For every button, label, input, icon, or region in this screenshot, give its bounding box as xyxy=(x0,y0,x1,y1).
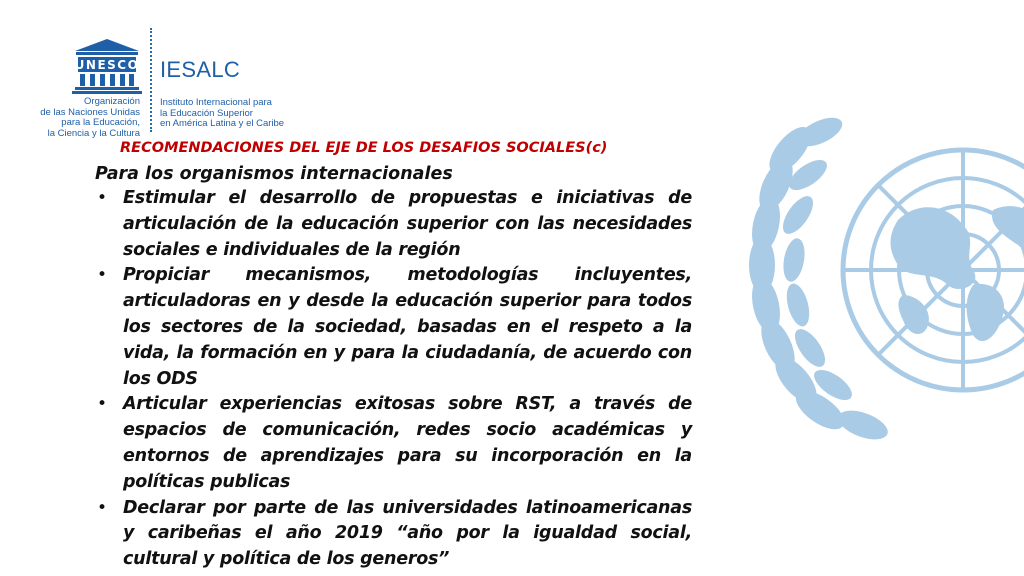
org-line: para la Educación, xyxy=(61,117,140,129)
iesalc-line: la Educación Superior xyxy=(160,107,253,119)
bullet-icon: • xyxy=(97,394,108,415)
unesco-org-name xyxy=(40,97,140,139)
list-item xyxy=(95,392,692,495)
unesco-logo-word: UNESCO xyxy=(74,58,140,72)
bullet-icon: • xyxy=(97,188,108,208)
recommendation-list xyxy=(95,186,692,573)
unesco-temple-icon xyxy=(72,38,142,94)
bullet-icon: • xyxy=(97,265,108,286)
iesalc-line: Instituto Internacional para xyxy=(160,97,272,108)
slide-subheading: Para los organismos internacionales xyxy=(95,164,453,184)
list-item xyxy=(95,263,692,392)
bullet-icon: • xyxy=(97,497,108,518)
list-item-text: Propiciar mecanismos, metodologías incluyentes, articuladoras en y desde la educación superior para todos los sectores de la sociedad, basadas en el respeto a la vida, la formación en y para la ciudadanía, de acuerdo con los ODS xyxy=(123,265,692,389)
list-item xyxy=(95,496,692,573)
un-emblem-icon xyxy=(748,80,1024,480)
iesalc-title: IESALC xyxy=(160,57,241,82)
iesalc-name xyxy=(160,98,284,130)
slide-heading: RECOMENDACIONES DEL EJE DE LOS DESAFIOS SOCIALES(c) xyxy=(120,140,608,156)
logo-divider xyxy=(150,28,152,132)
org-line: Organización xyxy=(84,96,140,107)
org-line: de las Naciones Unidas xyxy=(40,106,140,118)
list-item-text: Estimular el desarrollo de propuestas e iniciativas de articulación de la educación superior con las necesidades sociales e individuales de la región xyxy=(123,188,692,260)
org-line: la Ciencia y la Cultura xyxy=(47,127,140,139)
list-item-text: Declarar por parte de las universidades latinoamericanas y caribeñas el año 2019 “año por la igualdad social, cultural y política de los generos” xyxy=(123,497,692,570)
list-item xyxy=(95,186,692,263)
list-item-text: Articular experiencias exitosas sobre RST, a través de espacios de comunicación, redes socio académicas y entornos de aprendizajes para su incorporación en la políticas publicas xyxy=(123,394,692,492)
iesalc-line: en América Latina y el Caribe xyxy=(160,118,285,130)
